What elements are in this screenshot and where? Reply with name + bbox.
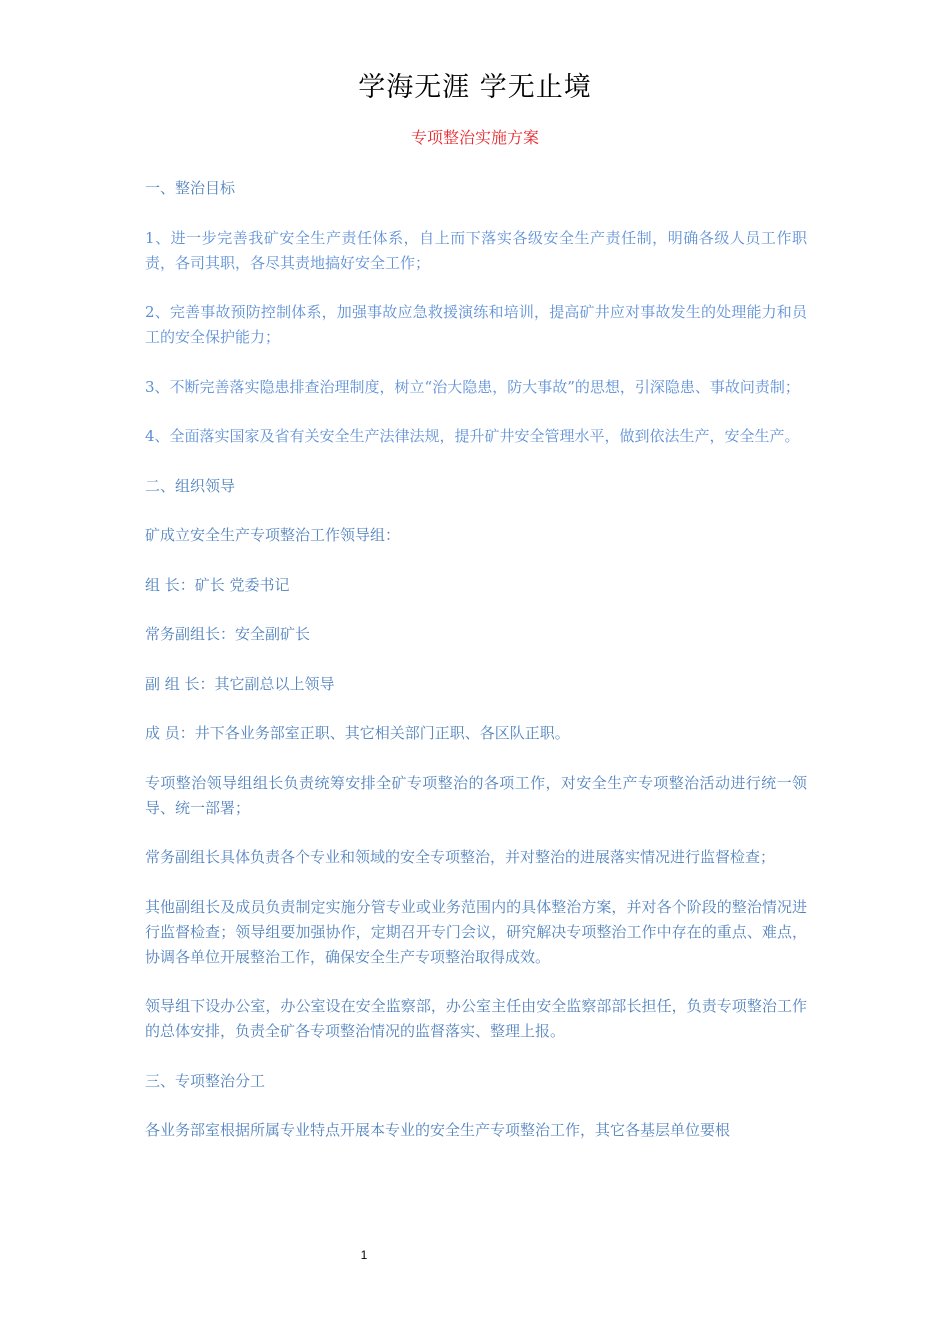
goal-item-2: 2、完善事故预防控制体系，加强事故应急救援演练和培训，提高矿井应对事故发生的处理能力和员工的安全保护能力；	[145, 303, 807, 346]
goal-item-4: 4、全面落实国家及省有关安全生产法律法规，提升矿井安全管理水平，做到依法生产，安全生产。	[145, 427, 800, 445]
leader-executive-deputy: 常务副组长：安全副矿长	[145, 625, 311, 643]
goal-item-1: 1、进一步完善我矿安全生产责任体系，自上而下落实各级安全生产责任制，明确各级人员工作职责，各司其职，各尽其责地搞好安全工作；	[145, 228, 807, 272]
goal-item-3: 3、不断完善落实隐患排查治理制度，树立“治大隐患，防大事故”的思想，引深隐患、事故问责制；	[145, 377, 800, 396]
leader-members: 成 员：井下各业务部室正职、其它相关部门正职、各区队正职。	[145, 724, 570, 742]
office-setup: 领导组下设办公室，办公室设在安全监察部，办公室主任由安全监察部部长担任，负责专项整治工作的总体安排，负责全矿各专项整治情况的监督落实、整理上报。	[145, 997, 807, 1040]
section-heading-division: 三、专项整治分工	[145, 1071, 266, 1090]
duty-deputies-members: 其他副组长及成员负责制定实施分管专业或业务范围内的具体整治方案，并对各个阶段的整治情况进行监督检查；领导组要加强协作，定期召开专门会议，研究解决专项整治工作中存在的重点、难点，协调各单位开展整治工作，确保安全生产专项整治取得成效。	[145, 897, 807, 966]
duty-executive-deputy: 常务副组长具体负责各个专业和领域的安全专项整治，并对整治的进展落实情况进行监督检查；	[145, 848, 776, 866]
duty-head: 专项整治领导组组长负责统筹安排全矿专项整治的各项工作，对安全生产专项整治活动进行统一领导、统一部署；	[145, 773, 807, 817]
document-title: 专项整治实施方案	[410, 128, 539, 147]
leader-deputies: 副 组 长：其它副总以上领导	[145, 674, 335, 693]
division-text: 各业务部室根据所属专业特点开展本专业的安全生产专项整治工作，其它各基层单位要根	[145, 1121, 731, 1139]
page-number: 1	[360, 1248, 368, 1262]
leadership-intro: 矿成立安全生产专项整治工作领导组：	[145, 526, 401, 544]
leader-group-head: 组 长：矿长 党委书记	[145, 575, 290, 594]
section-heading-leadership: 二、组织领导	[145, 476, 236, 495]
section-heading-goals: 一、整治目标	[145, 179, 236, 197]
document-body	[145, 176, 807, 1168]
header-title: 学海无涯 学无止境	[358, 72, 592, 103]
